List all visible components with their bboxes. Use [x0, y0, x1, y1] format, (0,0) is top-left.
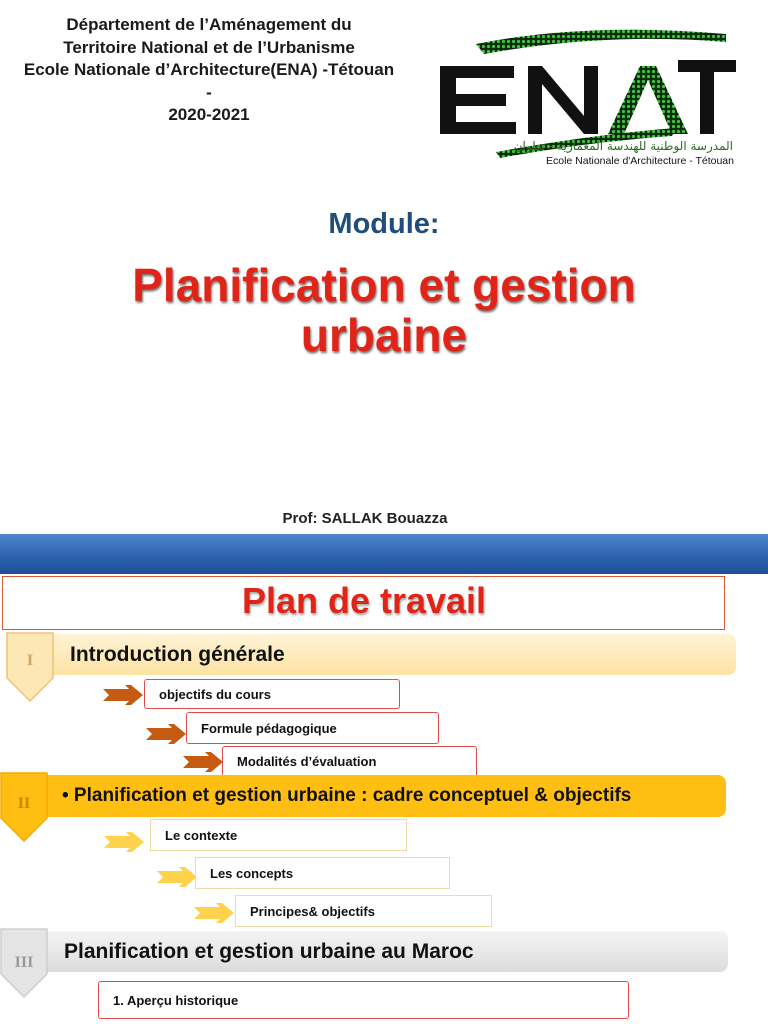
section-bar-1	[12, 634, 736, 675]
dept-line: 2020-2021	[168, 105, 250, 124]
arrow-icon	[183, 752, 223, 772]
list-item	[150, 819, 407, 851]
department-header	[0, 14, 418, 127]
section-bar-2	[12, 775, 726, 817]
slide-header-bar	[0, 534, 768, 574]
arrow-icon	[104, 832, 144, 852]
professor-name: Prof: SALLAK Bouazza	[282, 510, 448, 527]
module-title-line: Planification et gestion	[132, 259, 636, 311]
list-item	[222, 746, 477, 777]
item-label: Le contexte	[165, 827, 238, 843]
dept-line: -	[206, 82, 212, 102]
arrow-icon	[103, 685, 143, 705]
dept-line: Ecole Nationale d’Architecture(ENA) -Tétouan	[23, 60, 395, 79]
list-item	[144, 679, 400, 709]
module-title-line: urbaine	[300, 309, 468, 361]
logo-french-text: Ecole Nationale d'Architecture - Tétouan	[545, 155, 734, 167]
item-label: 1. Aperçu historique	[113, 992, 239, 1008]
list-item	[195, 857, 450, 889]
item-label: objectifs du cours	[159, 686, 271, 702]
section-roman: III	[14, 954, 34, 971]
item-label: Modalités d’évaluation	[237, 754, 377, 769]
section-title: Planification et gestion urbaine au Maroc	[64, 939, 474, 963]
item-label: Formule pédagogique	[201, 720, 337, 736]
arrow-icon	[157, 867, 197, 887]
section-roman: I	[26, 652, 34, 669]
dept-line: Territoire National et de l’Urbanisme	[63, 37, 355, 57]
list-item	[98, 981, 629, 1019]
list-item	[186, 712, 439, 744]
section-roman: II	[17, 795, 31, 812]
logo-arabic-text: المدرسة الوطنية للهندسة المعمارية - تطوان	[513, 139, 733, 153]
section-bar-3	[12, 931, 728, 972]
module-title	[0, 260, 768, 360]
item-label: Principes& objectifs	[250, 903, 375, 919]
section-title: Introduction générale	[70, 642, 285, 666]
arrow-icon	[146, 724, 186, 744]
arrow-icon	[194, 903, 234, 923]
module-label: Module:	[328, 208, 440, 240]
item-label: Les concepts	[210, 865, 294, 881]
dept-line: Département de l’Aménagement du	[66, 15, 352, 34]
section-title: • Planification et gestion urbaine : cadre conceptuel & objectifs	[62, 785, 632, 806]
plan-title: Plan de travail	[241, 580, 487, 621]
list-item	[235, 895, 492, 927]
